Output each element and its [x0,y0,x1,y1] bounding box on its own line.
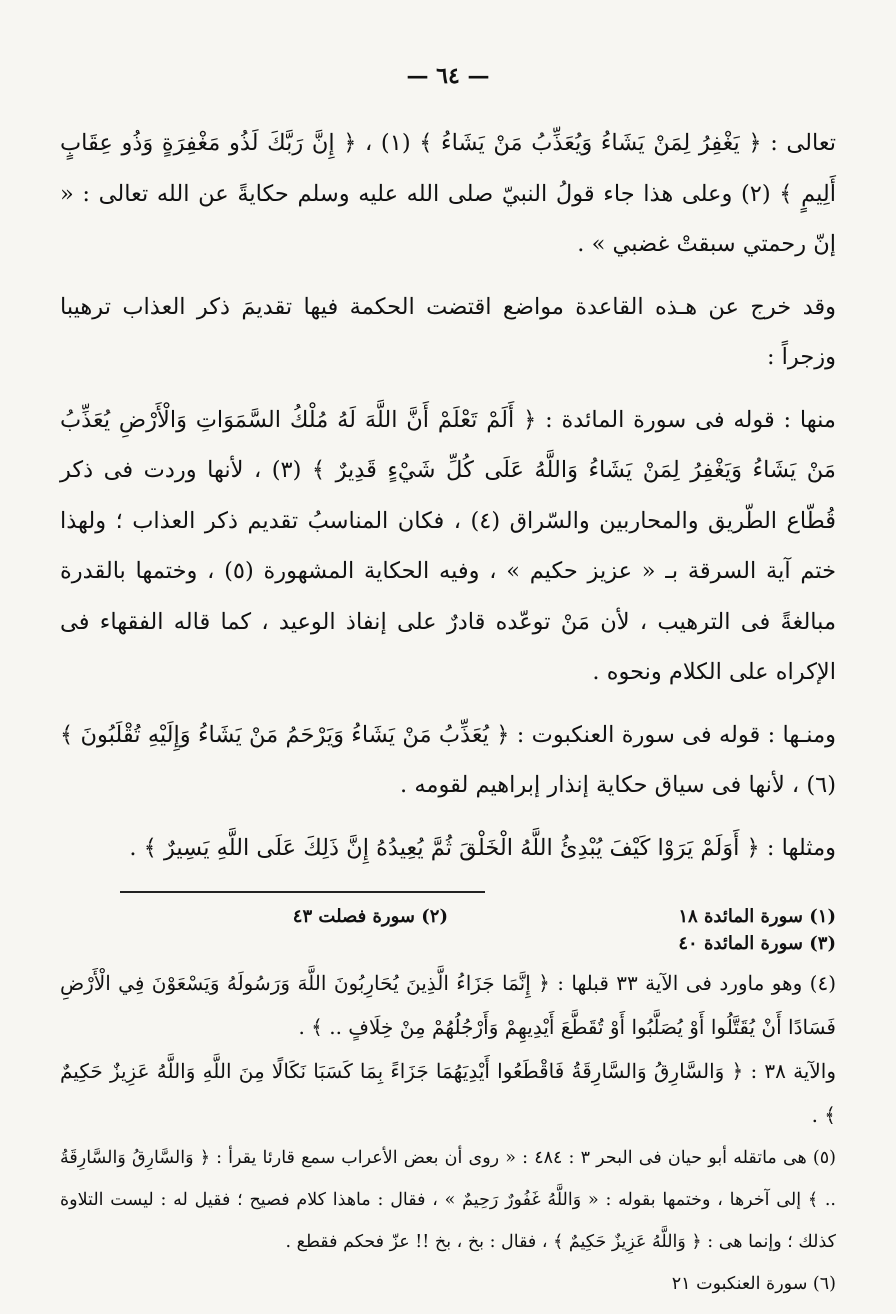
paragraph: ومثلها : ﴿ أَوَلَمْ يَرَوْا كَيْفَ يُبْدِئُ اللَّهُ الْخَلْقَ ثُمَّ يُعِيدُهُ إِنَّ ذَلِكَ عَلَى اللَّهِ يَسِيرٌ ﴾ . [129,834,836,861]
paragraph: ومنـها : قوله فى سورة العنكبوت : ﴿ يُعَذِّبُ مَنْ يَشَاءُ وَيَرْحَمُ مَنْ يَشَاءُ وَإِلَيْهِ تُقْلَبُونَ ﴾ (٦) ، لأنها فى سياق حكاية إنذار إبراهيم لقومه . [60,721,836,798]
footnote-4: (٤) وهو ماورد فى الآية ٣٣ قبلها : ﴿ إِنَّمَا جَزَاءُ الَّذِينَ يُحَارِبُونَ اللَّهَ وَرَسُولَهُ وَيَسْعَوْنَ فِي الْأَرْضِ فَسَادًا أَنْ يُقَتَّلُوا أَوْ يُصَلَّبُوا أَوْ تُقَطَّعَ أَيْدِيهِمْ وَأَرْجُلُهُمْ مِنْ خِلَافٍ .. ﴾ . [60,971,836,1039]
page-number: — ٦٤ — [406,63,490,89]
main-text [60,118,836,873]
paragraph: تعالى : ﴿ يَغْفِرُ لِمَنْ يَشَاءُ وَيُعَذِّبُ مَنْ يَشَاءُ ﴾ (١) ، ﴿ إِنَّ رَبَّكَ لَذُو مَغْفِرَةٍ وَذُو عِقَابٍ أَلِيمٍ ﴾ (٢) وعلى هذا جاء قولُ النبيّ صلى الله عليه وسلم حكايةً عن الله تعالى : « إنّ رحمتي سبقتْ غضبي » . [60,130,836,257]
footnotes [60,903,836,1305]
footnote-separator [120,891,485,893]
footnote-3: (٣) سورة المائدة ٤٠ [678,933,836,954]
footnote-6: (٦) سورة العنكبوت ٢١ [671,1274,836,1294]
footnote-4-continued: والآية ٣٨ : ﴿ وَالسَّارِقُ وَالسَّارِقَةُ فَاقْطَعُوا أَيْدِيَهُمَا جَزَاءً بِمَا كَسَبَا نَكَالًا مِنَ اللَّهِ وَاللَّهُ عَزِيزٌ حَكِيمٌ ﴾ . [60,1059,836,1127]
paragraph: منها : قوله فى سورة المائدة : ﴿ أَلَمْ تَعْلَمْ أَنَّ اللَّهَ لَهُ مُلْكُ السَّمَوَاتِ وَالْأَرْضِ يُعَذِّبُ مَنْ يَشَاءُ وَيَغْفِرُ لِمَنْ يَشَاءُ وَاللَّهُ عَلَى كُلِّ شَيْءٍ قَدِيرٌ ﴾ (٣) ، لأنها وردت فى ذكر قُطّاع الطّريق والمحاربين والسّراق (٤) ، فكان المناسبُ تقديم ذكر العذاب ؛ ولهذا ختم آية السرقة بـ « عزيز حكيم » ، وفيه الحكاية المشهورة (٥) ، وختمها بالقدرة مبالغةً فى الترهيب ، لأن مَنْ توعّده قادرٌ على إنفاذ الوعيد ، كما قاله الفقهاء فى الإكراه على الكلام ونحوه . [60,406,836,685]
footnote-2: (٢) سورة فصلت ٤٣ [292,906,448,927]
footnote-1: (١) سورة المائدة ١٨ [678,906,836,927]
footnote-5: (٥) هى ماتقله أبو حيان فى البحر ٣ : ٤٨٤ : « روى أن بعض الأعراب سمع قارئا يقرأ : ﴿ وَالسَّارِقُ وَالسَّارِقَةُ .. ﴾ إلى آخرها ، وختمها بقوله : « وَاللَّهُ غَفُورٌ رَحِيمٌ » ، فقال : ماهذا كلام فصيح ؛ فقيل له : ليست التلاوة كذلك ؛ وإنما هى : ﴿ وَاللَّهُ عَزِيزٌ حَكِيمٌ ﴾ ، فقال : بخ ، بخ !! عزّ فحكم فقطع . [60,1148,836,1252]
paragraph: وقد خرج عن هـذه القاعدة مواضع اقتضت الحكمة فيها تقديمَ ذكر العذاب ترهيبا وزجراً : [60,293,836,370]
